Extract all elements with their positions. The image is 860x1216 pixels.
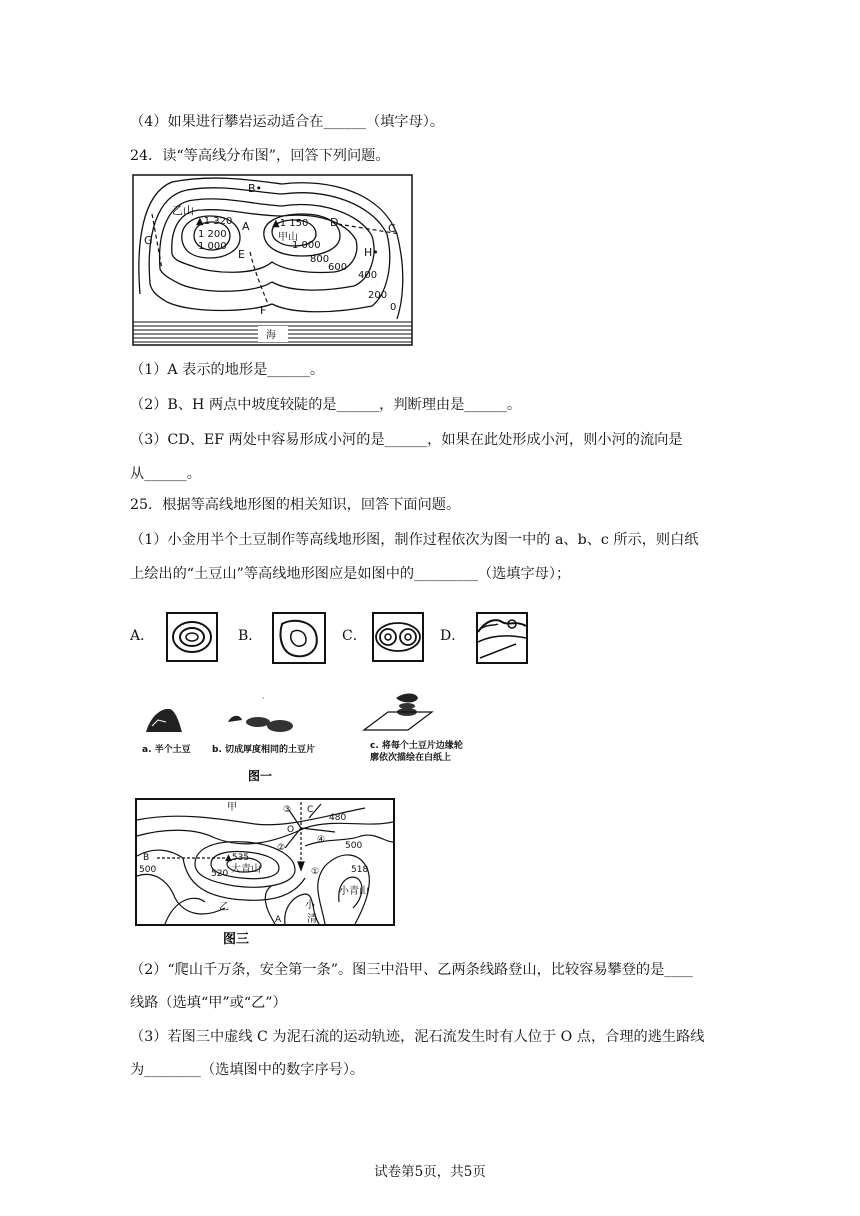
q25-part1-line2: 上绘出的“土豆山”等高线地形图应是如图中的_________（选填字母）； <box>130 566 571 582</box>
option-b-figure <box>272 612 326 664</box>
option-b-label: B． <box>238 628 263 644</box>
fig3-label-yi: 乙 <box>219 902 229 913</box>
map-label-d: D <box>330 216 339 229</box>
figure-1-potato <box>132 692 472 792</box>
fig3-label-c: C <box>307 805 314 815</box>
map-label-200: 200 <box>368 290 388 301</box>
q25-part3-line2: 为________（选填图中的数字序号）。 <box>130 1062 365 1078</box>
q25-part1-line1: （1）小金用半个土豆制作等高线地形图，制作过程依次为图一中的 a、b、c 所示，则白纸 <box>130 532 699 548</box>
q24-contour-map <box>132 174 413 346</box>
option-a-figure <box>166 612 218 662</box>
map-label-1000b: 1 000 <box>292 240 321 251</box>
q25-part2-line2: 线路（选填“甲”或“乙”） <box>130 995 287 1011</box>
fig3-label-qing: 清 <box>307 914 317 925</box>
map-label-yishan: 乙山 <box>172 204 194 217</box>
fig1-label-a: a. 半个土豆 <box>142 745 191 755</box>
fig3-label-1: ① <box>311 867 320 877</box>
fig3-label-518: 518 <box>351 865 369 875</box>
map-label-600: 600 <box>328 262 348 273</box>
map-label-a: A <box>242 220 250 233</box>
figure-3-contour-map <box>135 798 397 948</box>
map-label-b: B• <box>248 182 263 195</box>
map-label-sea: 海 <box>266 330 276 341</box>
fig3-label-o: O <box>287 825 295 835</box>
svg-text:·: · <box>262 694 265 703</box>
fig3-label-xiao: 小 <box>305 900 315 911</box>
q24-part2: （2）B、H 两点中坡度较陡的是______，判断理由是______。 <box>130 397 522 413</box>
map-label-h: H• <box>364 246 379 259</box>
map-label-g: G <box>144 234 153 247</box>
q25-part2-line1: （2）“爬山千万条，安全第一条”。图三中沿甲、乙两条线路登山，比较容易攀登的是____ <box>130 962 693 978</box>
fig1-label-b: b. 切成厚度相同的土豆片 <box>212 745 315 755</box>
map-label-jiashan: 甲山 <box>278 232 298 243</box>
map-label-400: 400 <box>358 270 378 281</box>
fig3-label-520: 520 <box>211 869 229 879</box>
fig3-label-480: 480 <box>329 813 347 823</box>
q24-part3-line1: （3）CD、EF 两处中容易形成小河的是______，如果在此处形成小河，则小河的流向是 <box>130 432 683 448</box>
fig3-label-4: ④ <box>317 835 326 845</box>
fig3-label-jia: 甲 <box>227 802 237 813</box>
page-footer: 试卷第5页，共5页 <box>374 1164 486 1180</box>
fig1-label-c2: 廓依次描绘在白纸上 <box>370 753 452 763</box>
fig3-label-xiaoqingshan: 小青山 <box>339 886 369 897</box>
q25-part3-line1: （3）若图三中虚线 C 为泥石流的运动轨迹，泥石流发生时有人位于 O 点，合理的逃生路线 <box>130 1029 705 1045</box>
map-label-f: F <box>260 304 267 317</box>
map-label-1150: ▲1 150 <box>272 218 309 229</box>
option-d-figure <box>476 612 528 664</box>
fig3-caption: 图三 <box>223 932 250 947</box>
option-d-label: D． <box>440 628 466 644</box>
map-label-800: 800 <box>310 254 330 265</box>
q24-part3-line2: 从______。 <box>130 466 201 482</box>
map-label-1000a: 1 000 <box>198 241 227 252</box>
map-label-0: 0 <box>390 302 397 313</box>
fig3-label-535: ▲535 <box>225 853 250 863</box>
fig1-caption: 图一 <box>248 769 273 783</box>
map-label-1200: 1 200 <box>198 229 227 240</box>
q24-part1: （1）A 表示的地形是______。 <box>130 362 325 378</box>
q25-title: 25．根据等高线地形图的相关知识，回答下面问题。 <box>130 497 461 513</box>
fig3-label-2: ② <box>277 843 286 853</box>
fig3-label-a: A <box>275 915 282 925</box>
option-c-figure <box>372 612 424 662</box>
map-label-c: C <box>388 222 396 235</box>
map-label-1320: ▲1 320 <box>196 216 233 227</box>
fig1-label-c1: c. 将每个土豆片边缘轮 <box>370 741 463 751</box>
option-a-label: A． <box>130 628 155 644</box>
fig3-label-daqingshan: 大青山 <box>231 864 261 875</box>
fig3-label-500a: 500 <box>345 841 363 851</box>
fig3-label-3: ③ <box>283 805 292 815</box>
q24-title: 24．读“等高线分布图”，回答下列问题。 <box>130 148 390 164</box>
q23-part4: （4）如果进行攀岩运动适合在______（填字母）。 <box>130 114 445 130</box>
option-c-label: C． <box>342 628 367 644</box>
fig3-label-500b: 500 <box>139 865 157 875</box>
fig3-label-b: B <box>143 853 150 863</box>
map-label-e: E <box>238 248 245 261</box>
